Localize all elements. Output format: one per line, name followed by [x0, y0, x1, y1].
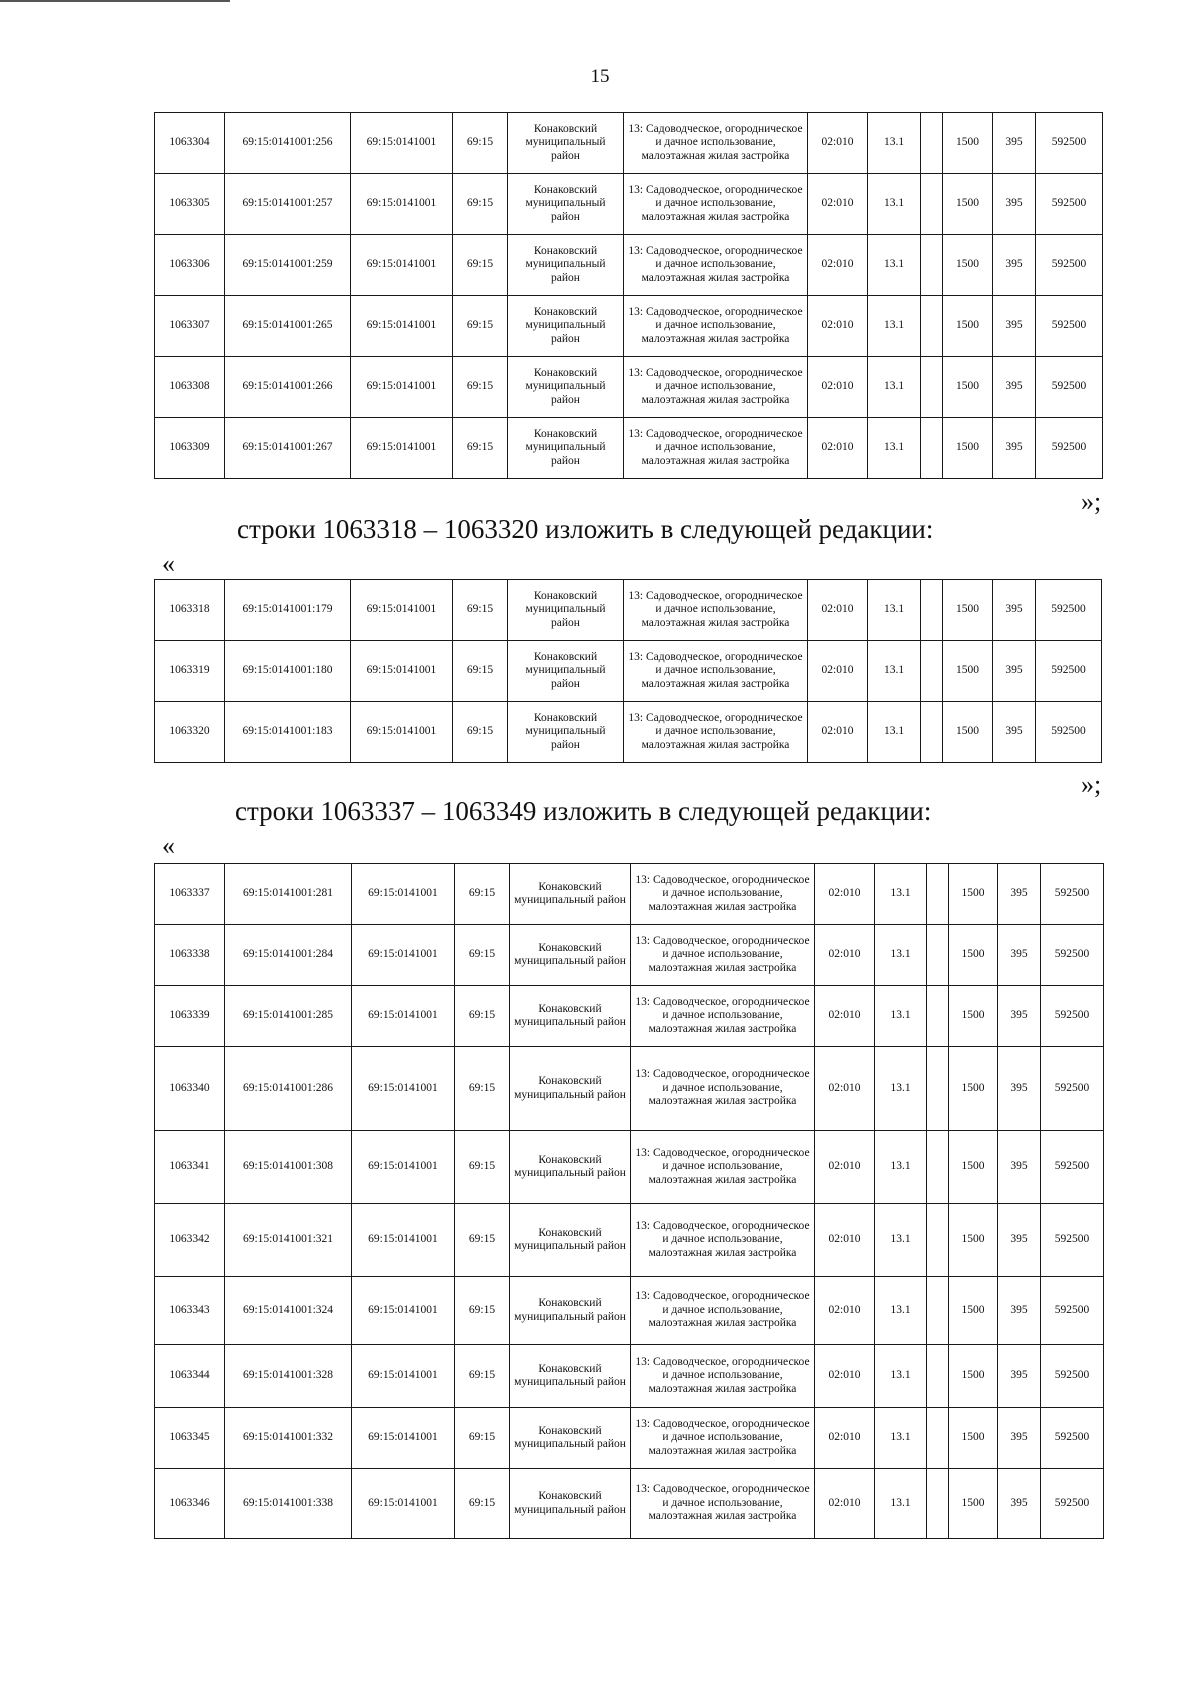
land-use-type-cell: 13: Садоводческое, огородническое и дачное использование, малоэтажная жилая застройка [631, 1047, 815, 1131]
cadastral-quarter-cell: 69:15:0141001 [351, 418, 453, 479]
table-row [155, 235, 1103, 296]
area-cell: 1500 [943, 174, 993, 235]
code-cell: 02:010 [815, 1277, 875, 1345]
value-cell: 592500 [1041, 1047, 1104, 1131]
value-cell: 592500 [1036, 580, 1102, 641]
cadastral-district-cell: 69:15 [453, 418, 508, 479]
row-number-cell: 1063345 [155, 1408, 225, 1469]
row-number-cell: 1063304 [155, 113, 225, 174]
code-cell: 02:010 [808, 174, 868, 235]
code-cell: 02:010 [815, 1047, 875, 1131]
specific-indicator-cell: 13.1 [875, 1131, 927, 1204]
empty-cell-cell [927, 1345, 949, 1408]
land-use-type-cell: 13: Садоводческое, огородническое и дачное использование, малоэтажная жилая застройка [624, 296, 808, 357]
empty-cell-cell [927, 1131, 949, 1204]
empty-cell-cell [927, 1469, 949, 1539]
land-use-type-cell: 13: Садоводческое, огородническое и дачное использование, малоэтажная жилая застройка [631, 1408, 815, 1469]
area-cell: 1500 [949, 1047, 998, 1131]
specific-indicator-cell: 13.1 [875, 1469, 927, 1539]
rate-cell: 395 [993, 641, 1036, 702]
empty-cell-cell [927, 986, 949, 1047]
cadastral-quarter-cell: 69:15:0141001 [351, 702, 453, 763]
land-use-type-cell: 13: Садоводческое, огородническое и дачное использование, малоэтажная жилая застройка [624, 418, 808, 479]
cadastral-number-cell: 69:15:0141001:281 [225, 864, 352, 925]
area-cell: 1500 [949, 1408, 998, 1469]
specific-indicator-cell: 13.1 [875, 1204, 927, 1277]
rate-cell: 395 [998, 864, 1041, 925]
value-cell: 592500 [1041, 1345, 1104, 1408]
specific-indicator-cell: 13.1 [868, 235, 921, 296]
cadastral-district-cell: 69:15 [455, 1408, 510, 1469]
specific-indicator-cell: 13.1 [875, 1277, 927, 1345]
municipality-cell: Конаковский муниципальный район [508, 641, 624, 702]
rate-cell: 395 [993, 357, 1036, 418]
empty-cell-cell [921, 702, 943, 763]
cadastral-quarter-cell: 69:15:0141001 [352, 1469, 455, 1539]
rate-cell: 395 [998, 1469, 1041, 1539]
rate-cell: 395 [993, 174, 1036, 235]
table-row [155, 1277, 1104, 1345]
value-cell: 592500 [1041, 1469, 1104, 1539]
value-cell: 592500 [1041, 1408, 1104, 1469]
table-row [155, 1047, 1104, 1131]
cadastral-number-cell: 69:15:0141001:267 [225, 418, 351, 479]
rate-cell: 395 [993, 296, 1036, 357]
code-cell: 02:010 [815, 1131, 875, 1204]
empty-cell-cell [921, 641, 943, 702]
municipality-cell: Конаковский муниципальный район [508, 702, 624, 763]
land-use-type-cell: 13: Садоводческое, огородническое и дачное использование, малоэтажная жилая застройка [631, 1204, 815, 1277]
municipality-cell: Конаковский муниципальный район [508, 174, 624, 235]
empty-cell-cell [921, 418, 943, 479]
code-cell: 02:010 [815, 1204, 875, 1277]
specific-indicator-cell: 13.1 [868, 418, 921, 479]
row-number-cell: 1063338 [155, 925, 225, 986]
municipality-cell: Конаковский муниципальный район [508, 113, 624, 174]
row-number-cell: 1063319 [155, 641, 225, 702]
specific-indicator-cell: 13.1 [868, 174, 921, 235]
value-cell: 592500 [1041, 864, 1104, 925]
empty-cell-cell [921, 580, 943, 641]
code-cell: 02:010 [808, 357, 868, 418]
cadastral-district-cell: 69:15 [453, 641, 508, 702]
cadastral-number-cell: 69:15:0141001:179 [225, 580, 351, 641]
cadastral-district-cell: 69:15 [453, 580, 508, 641]
register-table-2 [154, 579, 1102, 763]
code-cell: 02:010 [815, 1469, 875, 1539]
cadastral-quarter-cell: 69:15:0141001 [352, 1131, 455, 1204]
land-use-type-cell: 13: Садоводческое, огородническое и дачное использование, малоэтажная жилая застройка [624, 702, 808, 763]
cadastral-quarter-cell: 69:15:0141001 [352, 1047, 455, 1131]
area-cell: 1500 [949, 1469, 998, 1539]
page-number: 15 [590, 66, 610, 87]
cadastral-quarter-cell: 69:15:0141001 [352, 864, 455, 925]
municipality-cell: Конаковский муниципальный район [508, 235, 624, 296]
cadastral-number-cell: 69:15:0141001:180 [225, 641, 351, 702]
value-cell: 592500 [1041, 1277, 1104, 1345]
cadastral-district-cell: 69:15 [453, 235, 508, 296]
cadastral-number-cell: 69:15:0141001:266 [225, 357, 351, 418]
cadastral-district-cell: 69:15 [455, 1277, 510, 1345]
amendment-instruction-1: строки 1063318 – 1063320 изложить в следующей редакции: [237, 514, 934, 544]
row-number-cell: 1063341 [155, 1131, 225, 1204]
cadastral-district-cell: 69:15 [455, 1204, 510, 1277]
cadastral-district-cell: 69:15 [455, 925, 510, 986]
rate-cell: 395 [993, 702, 1036, 763]
cadastral-quarter-cell: 69:15:0141001 [352, 1204, 455, 1277]
row-number-cell: 1063318 [155, 580, 225, 641]
area-cell: 1500 [943, 641, 993, 702]
rate-cell: 395 [998, 1204, 1041, 1277]
table-row [155, 296, 1103, 357]
specific-indicator-cell: 13.1 [868, 113, 921, 174]
area-cell: 1500 [949, 986, 998, 1047]
code-cell: 02:010 [815, 925, 875, 986]
code-cell: 02:010 [808, 296, 868, 357]
table-row [155, 702, 1102, 763]
code-cell: 02:010 [815, 986, 875, 1047]
cadastral-number-cell: 69:15:0141001:286 [225, 1047, 352, 1131]
cadastral-number-cell: 69:15:0141001:284 [225, 925, 352, 986]
municipality-cell: Конаковский муниципальный район [510, 925, 631, 986]
code-cell: 02:010 [808, 580, 868, 641]
table-row [155, 986, 1104, 1047]
code-cell: 02:010 [808, 418, 868, 479]
table-row [155, 1345, 1104, 1408]
cadastral-district-cell: 69:15 [453, 702, 508, 763]
table-row [155, 1204, 1104, 1277]
row-number-cell: 1063308 [155, 357, 225, 418]
rate-cell: 395 [993, 418, 1036, 479]
municipality-cell: Конаковский муниципальный район [510, 1408, 631, 1469]
cadastral-district-cell: 69:15 [455, 1345, 510, 1408]
cadastral-number-cell: 69:15:0141001:332 [225, 1408, 352, 1469]
cadastral-number-cell: 69:15:0141001:338 [225, 1469, 352, 1539]
empty-cell-cell [921, 174, 943, 235]
area-cell: 1500 [943, 357, 993, 418]
municipality-cell: Конаковский муниципальный район [510, 1277, 631, 1345]
amendment-instruction-2: строки 1063337 – 1063349 изложить в следующей редакции: [235, 796, 932, 826]
value-cell: 592500 [1041, 925, 1104, 986]
specific-indicator-cell: 13.1 [875, 1345, 927, 1408]
land-use-type-cell: 13: Садоводческое, огородническое и дачное использование, малоэтажная жилая застройка [631, 1345, 815, 1408]
cadastral-district-cell: 69:15 [455, 1047, 510, 1131]
table-row [155, 1408, 1104, 1469]
row-number-cell: 1063307 [155, 296, 225, 357]
municipality-cell: Конаковский муниципальный район [510, 986, 631, 1047]
cadastral-district-cell: 69:15 [453, 113, 508, 174]
land-use-type-cell: 13: Садоводческое, огородническое и дачное использование, малоэтажная жилая застройка [624, 357, 808, 418]
cadastral-district-cell: 69:15 [453, 296, 508, 357]
code-cell: 02:010 [808, 113, 868, 174]
row-number-cell: 1063305 [155, 174, 225, 235]
empty-cell-cell [927, 1047, 949, 1131]
table-row [155, 641, 1102, 702]
cadastral-quarter-cell: 69:15:0141001 [351, 641, 453, 702]
row-number-cell: 1063320 [155, 702, 225, 763]
cadastral-number-cell: 69:15:0141001:265 [225, 296, 351, 357]
table-row [155, 1469, 1104, 1539]
empty-cell-cell [921, 296, 943, 357]
row-number-cell: 1063343 [155, 1277, 225, 1345]
cadastral-number-cell: 69:15:0141001:324 [225, 1277, 352, 1345]
table-row [155, 113, 1103, 174]
value-cell: 592500 [1036, 174, 1103, 235]
empty-cell-cell [921, 235, 943, 296]
area-cell: 1500 [943, 235, 993, 296]
scan-edge-line [0, 0, 230, 2]
area-cell: 1500 [949, 1345, 998, 1408]
closing-quote-mark-1: »; [1081, 487, 1102, 516]
area-cell: 1500 [943, 113, 993, 174]
cadastral-quarter-cell: 69:15:0141001 [352, 986, 455, 1047]
table-row [155, 580, 1102, 641]
area-cell: 1500 [949, 864, 998, 925]
table-row [155, 864, 1104, 925]
row-number-cell: 1063339 [155, 986, 225, 1047]
rate-cell: 395 [998, 1345, 1041, 1408]
empty-cell-cell [927, 925, 949, 986]
municipality-cell: Конаковский муниципальный район [508, 357, 624, 418]
cadastral-quarter-cell: 69:15:0141001 [351, 235, 453, 296]
empty-cell-cell [927, 1408, 949, 1469]
row-number-cell: 1063337 [155, 864, 225, 925]
specific-indicator-cell: 13.1 [875, 1408, 927, 1469]
row-number-cell: 1063340 [155, 1047, 225, 1131]
specific-indicator-cell: 13.1 [868, 296, 921, 357]
value-cell: 592500 [1036, 702, 1102, 763]
value-cell: 592500 [1036, 296, 1103, 357]
specific-indicator-cell: 13.1 [868, 580, 921, 641]
cadastral-quarter-cell: 69:15:0141001 [351, 580, 453, 641]
row-number-cell: 1063344 [155, 1345, 225, 1408]
empty-cell-cell [927, 1277, 949, 1345]
specific-indicator-cell: 13.1 [875, 986, 927, 1047]
cadastral-district-cell: 69:15 [453, 174, 508, 235]
cadastral-quarter-cell: 69:15:0141001 [352, 1345, 455, 1408]
cadastral-number-cell: 69:15:0141001:285 [225, 986, 352, 1047]
code-cell: 02:010 [808, 702, 868, 763]
cadastral-district-cell: 69:15 [455, 864, 510, 925]
land-use-type-cell: 13: Садоводческое, огородническое и дачное использование, малоэтажная жилая застройка [631, 1277, 815, 1345]
cadastral-number-cell: 69:15:0141001:308 [225, 1131, 352, 1204]
cadastral-district-cell: 69:15 [455, 1131, 510, 1204]
land-use-type-cell: 13: Садоводческое, огородническое и дачное использование, малоэтажная жилая застройка [624, 174, 808, 235]
area-cell: 1500 [943, 580, 993, 641]
closing-quote-mark-2: »; [1081, 770, 1102, 799]
cadastral-number-cell: 69:15:0141001:321 [225, 1204, 352, 1277]
opening-quote-mark-2: « [162, 549, 175, 578]
cadastral-quarter-cell: 69:15:0141001 [351, 113, 453, 174]
table-row [155, 418, 1103, 479]
value-cell: 592500 [1036, 235, 1103, 296]
table-row [155, 357, 1103, 418]
land-use-type-cell: 13: Садоводческое, огородническое и дачное использование, малоэтажная жилая застройка [631, 1131, 815, 1204]
municipality-cell: Конаковский муниципальный район [510, 1204, 631, 1277]
code-cell: 02:010 [815, 864, 875, 925]
table-row [155, 174, 1103, 235]
value-cell: 592500 [1036, 357, 1103, 418]
rate-cell: 395 [993, 580, 1036, 641]
cadastral-district-cell: 69:15 [455, 1469, 510, 1539]
cadastral-quarter-cell: 69:15:0141001 [352, 1277, 455, 1345]
municipality-cell: Конаковский муниципальный район [510, 1047, 631, 1131]
code-cell: 02:010 [815, 1345, 875, 1408]
rate-cell: 395 [998, 1131, 1041, 1204]
rate-cell: 395 [993, 113, 1036, 174]
cadastral-number-cell: 69:15:0141001:259 [225, 235, 351, 296]
cadastral-quarter-cell: 69:15:0141001 [351, 296, 453, 357]
municipality-cell: Конаковский муниципальный район [510, 1131, 631, 1204]
cadastral-quarter-cell: 69:15:0141001 [352, 1408, 455, 1469]
value-cell: 592500 [1041, 986, 1104, 1047]
value-cell: 592500 [1036, 641, 1102, 702]
land-use-type-cell: 13: Садоводческое, огородническое и дачное использование, малоэтажная жилая застройка [631, 925, 815, 986]
area-cell: 1500 [949, 1204, 998, 1277]
cadastral-number-cell: 69:15:0141001:257 [225, 174, 351, 235]
code-cell: 02:010 [808, 641, 868, 702]
empty-cell-cell [921, 113, 943, 174]
municipality-cell: Конаковский муниципальный район [510, 864, 631, 925]
value-cell: 592500 [1041, 1204, 1104, 1277]
empty-cell-cell [927, 1204, 949, 1277]
land-use-type-cell: 13: Садоводческое, огородническое и дачное использование, малоэтажная жилая застройка [631, 986, 815, 1047]
value-cell: 592500 [1041, 1131, 1104, 1204]
specific-indicator-cell: 13.1 [868, 357, 921, 418]
rate-cell: 395 [998, 1047, 1041, 1131]
area-cell: 1500 [943, 418, 993, 479]
row-number-cell: 1063306 [155, 235, 225, 296]
specific-indicator-cell: 13.1 [868, 702, 921, 763]
cadastral-district-cell: 69:15 [453, 357, 508, 418]
land-use-type-cell: 13: Садоводческое, огородническое и дачное использование, малоэтажная жилая застройка [624, 235, 808, 296]
rate-cell: 395 [993, 235, 1036, 296]
municipality-cell: Конаковский муниципальный район [510, 1345, 631, 1408]
opening-quote-mark-3: « [162, 831, 175, 860]
rate-cell: 395 [998, 925, 1041, 986]
area-cell: 1500 [943, 296, 993, 357]
register-table-3 [154, 863, 1104, 1539]
row-number-cell: 1063309 [155, 418, 225, 479]
specific-indicator-cell: 13.1 [875, 864, 927, 925]
cadastral-number-cell: 69:15:0141001:328 [225, 1345, 352, 1408]
code-cell: 02:010 [815, 1408, 875, 1469]
specific-indicator-cell: 13.1 [868, 641, 921, 702]
area-cell: 1500 [949, 925, 998, 986]
table-row [155, 925, 1104, 986]
land-use-type-cell: 13: Садоводческое, огородническое и дачное использование, малоэтажная жилая застройка [631, 864, 815, 925]
municipality-cell: Конаковский муниципальный район [508, 580, 624, 641]
rate-cell: 395 [998, 986, 1041, 1047]
area-cell: 1500 [943, 702, 993, 763]
row-number-cell: 1063342 [155, 1204, 225, 1277]
municipality-cell: Конаковский муниципальный район [508, 418, 624, 479]
value-cell: 592500 [1036, 418, 1103, 479]
specific-indicator-cell: 13.1 [875, 925, 927, 986]
cadastral-district-cell: 69:15 [455, 986, 510, 1047]
empty-cell-cell [927, 864, 949, 925]
cadastral-number-cell: 69:15:0141001:183 [225, 702, 351, 763]
area-cell: 1500 [949, 1131, 998, 1204]
municipality-cell: Конаковский муниципальный район [508, 296, 624, 357]
register-table-1 [154, 112, 1103, 479]
cadastral-quarter-cell: 69:15:0141001 [352, 925, 455, 986]
municipality-cell: Конаковский муниципальный район [510, 1469, 631, 1539]
empty-cell-cell [921, 357, 943, 418]
rate-cell: 395 [998, 1277, 1041, 1345]
land-use-type-cell: 13: Садоводческое, огородническое и дачное использование, малоэтажная жилая застройка [624, 580, 808, 641]
area-cell: 1500 [949, 1277, 998, 1345]
value-cell: 592500 [1036, 113, 1103, 174]
cadastral-number-cell: 69:15:0141001:256 [225, 113, 351, 174]
specific-indicator-cell: 13.1 [875, 1047, 927, 1131]
cadastral-quarter-cell: 69:15:0141001 [351, 174, 453, 235]
table-row [155, 1131, 1104, 1204]
cadastral-quarter-cell: 69:15:0141001 [351, 357, 453, 418]
land-use-type-cell: 13: Садоводческое, огородническое и дачное использование, малоэтажная жилая застройка [624, 113, 808, 174]
land-use-type-cell: 13: Садоводческое, огородническое и дачное использование, малоэтажная жилая застройка [631, 1469, 815, 1539]
rate-cell: 395 [998, 1408, 1041, 1469]
row-number-cell: 1063346 [155, 1469, 225, 1539]
land-use-type-cell: 13: Садоводческое, огородническое и дачное использование, малоэтажная жилая застройка [624, 641, 808, 702]
code-cell: 02:010 [808, 235, 868, 296]
